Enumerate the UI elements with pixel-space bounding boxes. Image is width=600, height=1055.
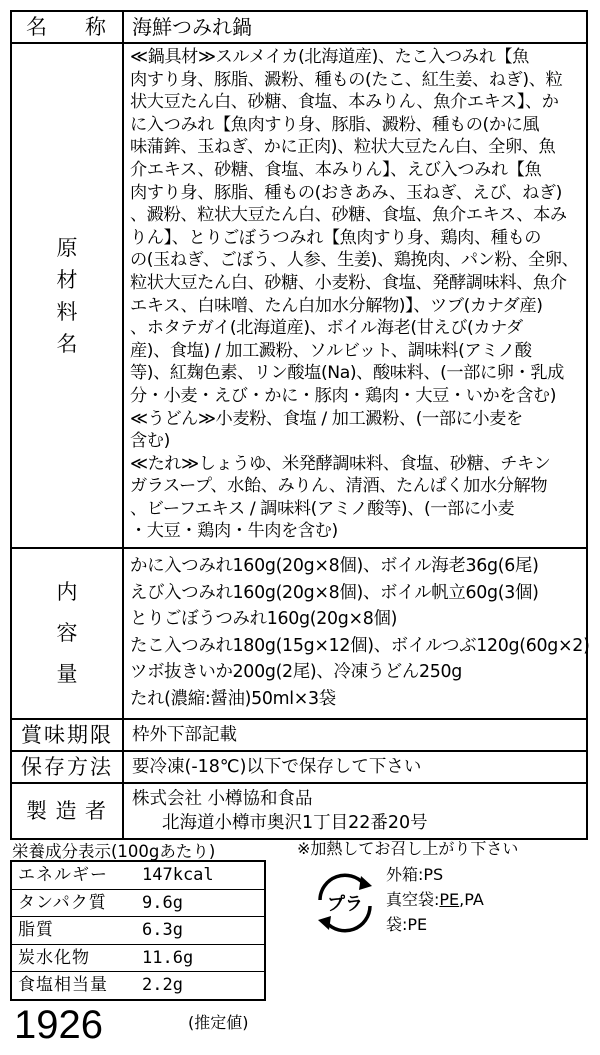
vacuum-bag-material: 真空袋:PE,PA (386, 890, 484, 909)
maker-label-char: 造 (55, 799, 79, 824)
ingredient-line: ガラスープ、水飴、みりん、清酒、たんぱく加水分解物 (130, 476, 548, 497)
maker-address: 北海道小樽市奥沢1丁目22番20号 (162, 813, 428, 834)
nutrient-name: 脂質 (11, 917, 136, 945)
best-before-label: 賞味期限 (11, 719, 123, 751)
ingredient-line: ≪うどん≫小麦粉、食塩 / 加工澱粉、(一部に小麦を (130, 408, 523, 429)
ingredient-line: に入つみれ【魚肉すり身、豚脂、澱粉、種もの(かに風 (130, 114, 540, 135)
name-label-char: 名 (26, 15, 49, 39)
estimate-note: (推定値) (188, 1013, 249, 1032)
nutrition-row (11, 889, 265, 917)
ingredients-text (123, 43, 587, 548)
bag-material: 袋:PE (386, 915, 428, 934)
name-label-char: 称 (85, 15, 108, 39)
contents-label: 内 容 量 (56, 580, 78, 687)
nutrient-value: 11.6g (136, 944, 265, 972)
ingredient-line: エキス、白味噌、たん白加水分解物)】、ツブ(カナダ産) (130, 295, 543, 316)
ingredient-line: 粒状大豆たん白、砂糖、小麦粉、食塩、発酵調味料、魚介 (130, 272, 567, 293)
contents-label-cell (11, 548, 123, 719)
ingredient-line: 、ビーフエキス / 調味料(アミノ酸等)、(一部に小麦 (130, 498, 515, 519)
ingredients-label-cell (11, 43, 123, 548)
best-before-value: 枠外下部記載 (123, 719, 587, 751)
name-label-cell (11, 11, 123, 43)
nutrient-name: エネルギー (11, 861, 136, 889)
ingredient-line: りん】、とりごぼうつみれ【魚肉すり身、鶏肉、種もの (130, 227, 542, 248)
maker-name: 株式会社 小樽協和食品 (132, 789, 313, 810)
maker-label-char: 製 (26, 799, 49, 824)
nutrient-name: タンパク質 (11, 889, 136, 917)
ingredient-line: 、ホタテガイ(北海道産)、ボイル海老(甘えび(カナダ (130, 318, 523, 339)
recycle-mark-text: プラ (327, 894, 363, 915)
ingredient-line: 、澱粉、粒状大豆たん白、砂糖、食塩、魚介エキス、本み (130, 205, 567, 226)
nutrient-value: 147kcal (136, 861, 265, 889)
heat-note: ※加熱してお召し上がり下さい (297, 839, 519, 858)
contents-row (11, 548, 587, 719)
product-label-table (10, 10, 588, 840)
ingredient-line: ≪たれ≫しょうゆ、米発酵調味料、食塩、砂糖、チキン (130, 453, 551, 474)
ingredient-line: 味蒲鉾、玉ねぎ、かに正肉)、粒状大豆たん白、全卵、魚 (130, 137, 556, 158)
ingredients-row (11, 43, 587, 548)
best-before-row (11, 719, 587, 751)
maker-row (11, 783, 587, 839)
maker-value (123, 783, 587, 839)
storage-label: 保存方法 (11, 751, 123, 783)
ingredient-line: 分・小麦・えび・かに・豚肉・鶏肉・大豆・いかを含む) (130, 385, 556, 406)
ingredient-line: ≪鍋具材≫スルメイカ(北海道産)、たこ入つみれ【魚 (130, 47, 529, 67)
plastic-recycle-mark-icon (312, 870, 378, 936)
ingredient-line: ・大豆・鶏肉・牛肉を含む) (130, 521, 338, 542)
nutrition-title: 栄養成分表示(100gあたり) (12, 842, 216, 861)
contents-line: かに入つみれ160g(20g×8個)、ボイル海老36g(6尾) (130, 556, 539, 577)
ingredient-line: 肉すり身、豚脂、種もの(おきあみ、玉ねぎ、えび、ねぎ) (130, 182, 562, 203)
ingredient-line: 含む) (130, 431, 170, 452)
storage-value: 要冷凍(-18℃)以下で保存して下さい (123, 751, 587, 783)
contents-line: えび入つみれ160g(20g×8個)、ボイル帆立60g(3個) (130, 582, 539, 603)
contents-line: たれ(濃縮:醤油)50ml×3袋 (130, 688, 336, 709)
contents-line: とりごぼうつみれ160g(20g×8個) (130, 609, 398, 630)
nutrient-value: 9.6g (136, 889, 265, 917)
nutrient-value: 2.2g (142, 975, 183, 995)
contents-line: たこ入つみれ180g(15g×12個)、ボイルつぶ120g(60g×2) (130, 635, 590, 656)
storage-row (11, 751, 587, 783)
product-name: 海鮮つみれ鍋 (123, 11, 587, 43)
maker-label-cell (11, 783, 123, 839)
product-code: 1926 (14, 1003, 103, 1047)
contents-line: ツボ抜きいか200g(2尾)、冷凍うどん250g (130, 662, 462, 683)
ingredient-line: 状大豆たん白、砂糖、食塩、本みりん、魚介エキス】、か (130, 92, 559, 113)
ingredient-line: 産)、食塩) / 加工澱粉、ソルビット、調味料(アミノ酸 (130, 340, 532, 361)
nutrient-value: 6.3g (136, 917, 265, 945)
nutrient-name: 炭水化物 (11, 944, 136, 972)
ingredient-line: 等)、紅麹色素、リン酸塩(Na)、酸味料、(一部に卵・乳成 (130, 363, 564, 384)
name-row (11, 11, 587, 43)
maker-label-char: 者 (85, 799, 108, 824)
ingredient-line: 肉すり身、豚脂、澱粉、種もの(たこ、紅生姜、ねぎ)、粒 (130, 69, 563, 90)
ingredient-line: 介エキス、砂糖、食塩、本みりん】、えび入つみれ【魚 (130, 159, 542, 180)
ingredients-label: 原 材 料 名 (56, 235, 78, 356)
outer-box-material: 外箱:PS (386, 865, 444, 884)
nutrient-name: 食塩相当量 (18, 975, 108, 995)
packaging-info (386, 862, 484, 937)
nutrition-row (11, 972, 265, 1000)
nutrition-row (11, 944, 265, 972)
ingredient-line: の(玉ねぎ、ごぼう、人参、生姜)、鶏挽肉、パン粉、全卵、 (130, 250, 579, 271)
nutrition-row (11, 861, 265, 889)
contents-text (123, 548, 590, 719)
nutrition-table (10, 860, 266, 1001)
nutrition-row (11, 917, 265, 945)
